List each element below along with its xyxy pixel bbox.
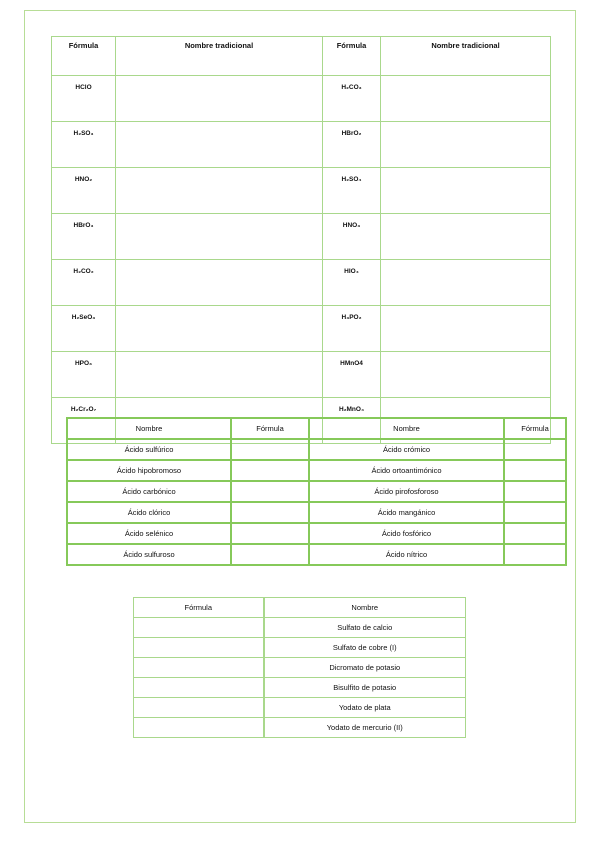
column-header: Nombre tradicional bbox=[381, 37, 551, 76]
answer-cell[interactable] bbox=[231, 460, 309, 481]
table-header-row bbox=[67, 418, 566, 439]
table-row bbox=[134, 638, 466, 658]
table-row bbox=[67, 502, 566, 523]
answer-cell[interactable] bbox=[116, 260, 323, 306]
formula-cell: H₂SO₄ bbox=[323, 168, 381, 214]
table-row bbox=[67, 460, 566, 481]
name-cell: Ácido fosfórico bbox=[309, 523, 504, 544]
name-cell: Ácido selénico bbox=[67, 523, 231, 544]
name-cell: Sulfato de calcio bbox=[264, 618, 466, 638]
formula-cell: HIO₄ bbox=[323, 260, 381, 306]
answer-cell[interactable] bbox=[116, 352, 323, 398]
table-row bbox=[52, 76, 551, 122]
answer-cell[interactable] bbox=[504, 523, 566, 544]
formula-cell: H₂MnO₄ bbox=[323, 398, 381, 444]
formula-cell: HClO bbox=[52, 76, 116, 122]
formula-cell: H₂Cr₂O₇ bbox=[52, 398, 116, 444]
table-row bbox=[52, 122, 551, 168]
salts-table bbox=[133, 597, 466, 738]
name-cell: Yodato de plata bbox=[264, 698, 466, 718]
table-row bbox=[52, 352, 551, 398]
table-row bbox=[67, 481, 566, 502]
table-row bbox=[134, 658, 466, 678]
answer-cell[interactable] bbox=[231, 523, 309, 544]
answer-cell[interactable] bbox=[381, 76, 551, 122]
name-cell: Ácido clórico bbox=[67, 502, 231, 523]
answer-cell[interactable] bbox=[116, 168, 323, 214]
formula-cell: H₂CO₂ bbox=[52, 260, 116, 306]
answer-cell[interactable] bbox=[134, 678, 264, 698]
answer-cell[interactable] bbox=[116, 306, 323, 352]
answer-cell[interactable] bbox=[504, 481, 566, 502]
formula-cell: HMnO4 bbox=[323, 352, 381, 398]
table-row bbox=[52, 260, 551, 306]
answer-cell[interactable] bbox=[381, 168, 551, 214]
name-cell: Bisulfito de potasio bbox=[264, 678, 466, 698]
answer-cell[interactable] bbox=[116, 76, 323, 122]
name-cell: Ácido sulfúrico bbox=[67, 439, 231, 460]
column-header: Fórmula bbox=[323, 37, 381, 76]
column-header: Fórmula bbox=[134, 598, 264, 618]
table-header-row bbox=[134, 598, 466, 618]
name-cell: Ácido nítrico bbox=[309, 544, 504, 565]
column-header: Fórmula bbox=[52, 37, 116, 76]
formula-cell: HBrO₃ bbox=[52, 214, 116, 260]
answer-cell[interactable] bbox=[504, 502, 566, 523]
answer-cell[interactable] bbox=[381, 122, 551, 168]
formula-cell: HBrO₂ bbox=[323, 122, 381, 168]
answer-cell[interactable] bbox=[381, 214, 551, 260]
formula-to-name-table bbox=[51, 36, 551, 444]
answer-cell[interactable] bbox=[134, 698, 264, 718]
table-row bbox=[134, 678, 466, 698]
formula-cell: H₂SeO₃ bbox=[52, 306, 116, 352]
table-row bbox=[67, 439, 566, 460]
name-cell: Ácido sulfuroso bbox=[67, 544, 231, 565]
table-row bbox=[67, 544, 566, 565]
name-cell: Dicromato de potasio bbox=[264, 658, 466, 678]
answer-cell[interactable] bbox=[116, 122, 323, 168]
name-cell: Sulfato de cobre (I) bbox=[264, 638, 466, 658]
table-row bbox=[67, 523, 566, 544]
column-header: Nombre bbox=[67, 418, 231, 439]
table-row bbox=[52, 214, 551, 260]
column-header: Nombre bbox=[309, 418, 504, 439]
table-row bbox=[52, 168, 551, 214]
name-cell: Ácido pirofosforoso bbox=[309, 481, 504, 502]
name-cell: Ácido mangánico bbox=[309, 502, 504, 523]
table-row bbox=[134, 618, 466, 638]
answer-cell[interactable] bbox=[231, 439, 309, 460]
answer-cell[interactable] bbox=[134, 638, 264, 658]
name-cell: Ácido carbónico bbox=[67, 481, 231, 502]
answer-cell[interactable] bbox=[504, 544, 566, 565]
answer-cell[interactable] bbox=[116, 214, 323, 260]
column-header: Fórmula bbox=[231, 418, 309, 439]
column-header: Fórmula bbox=[504, 418, 566, 439]
answer-cell[interactable] bbox=[504, 460, 566, 481]
answer-cell[interactable] bbox=[504, 439, 566, 460]
name-cell: Ácido crómico bbox=[309, 439, 504, 460]
column-header: Nombre tradicional bbox=[116, 37, 323, 76]
answer-cell[interactable] bbox=[381, 306, 551, 352]
formula-cell: HPO₃ bbox=[52, 352, 116, 398]
table-row bbox=[134, 718, 466, 738]
answer-cell[interactable] bbox=[381, 260, 551, 306]
name-cell: Ácido ortoantimónico bbox=[309, 460, 504, 481]
formula-cell: HNO₃ bbox=[323, 214, 381, 260]
formula-cell: HNO₂ bbox=[52, 168, 116, 214]
answer-cell[interactable] bbox=[134, 718, 264, 738]
answer-cell[interactable] bbox=[231, 502, 309, 523]
answer-cell[interactable] bbox=[134, 618, 264, 638]
answer-cell[interactable] bbox=[134, 658, 264, 678]
formula-cell: H₂CO₃ bbox=[323, 76, 381, 122]
table-header-row bbox=[52, 37, 551, 76]
formula-cell: H₃PO₂ bbox=[323, 306, 381, 352]
answer-cell[interactable] bbox=[381, 352, 551, 398]
answer-cell[interactable] bbox=[231, 481, 309, 502]
name-cell: Ácido hipobromoso bbox=[67, 460, 231, 481]
column-header: Nombre bbox=[264, 598, 466, 618]
formula-cell: H₂SO₃ bbox=[52, 122, 116, 168]
answer-cell[interactable] bbox=[231, 544, 309, 565]
table-row bbox=[52, 306, 551, 352]
table-row bbox=[134, 698, 466, 718]
name-cell: Yodato de mercurio (II) bbox=[264, 718, 466, 738]
name-to-formula-table bbox=[66, 417, 567, 566]
